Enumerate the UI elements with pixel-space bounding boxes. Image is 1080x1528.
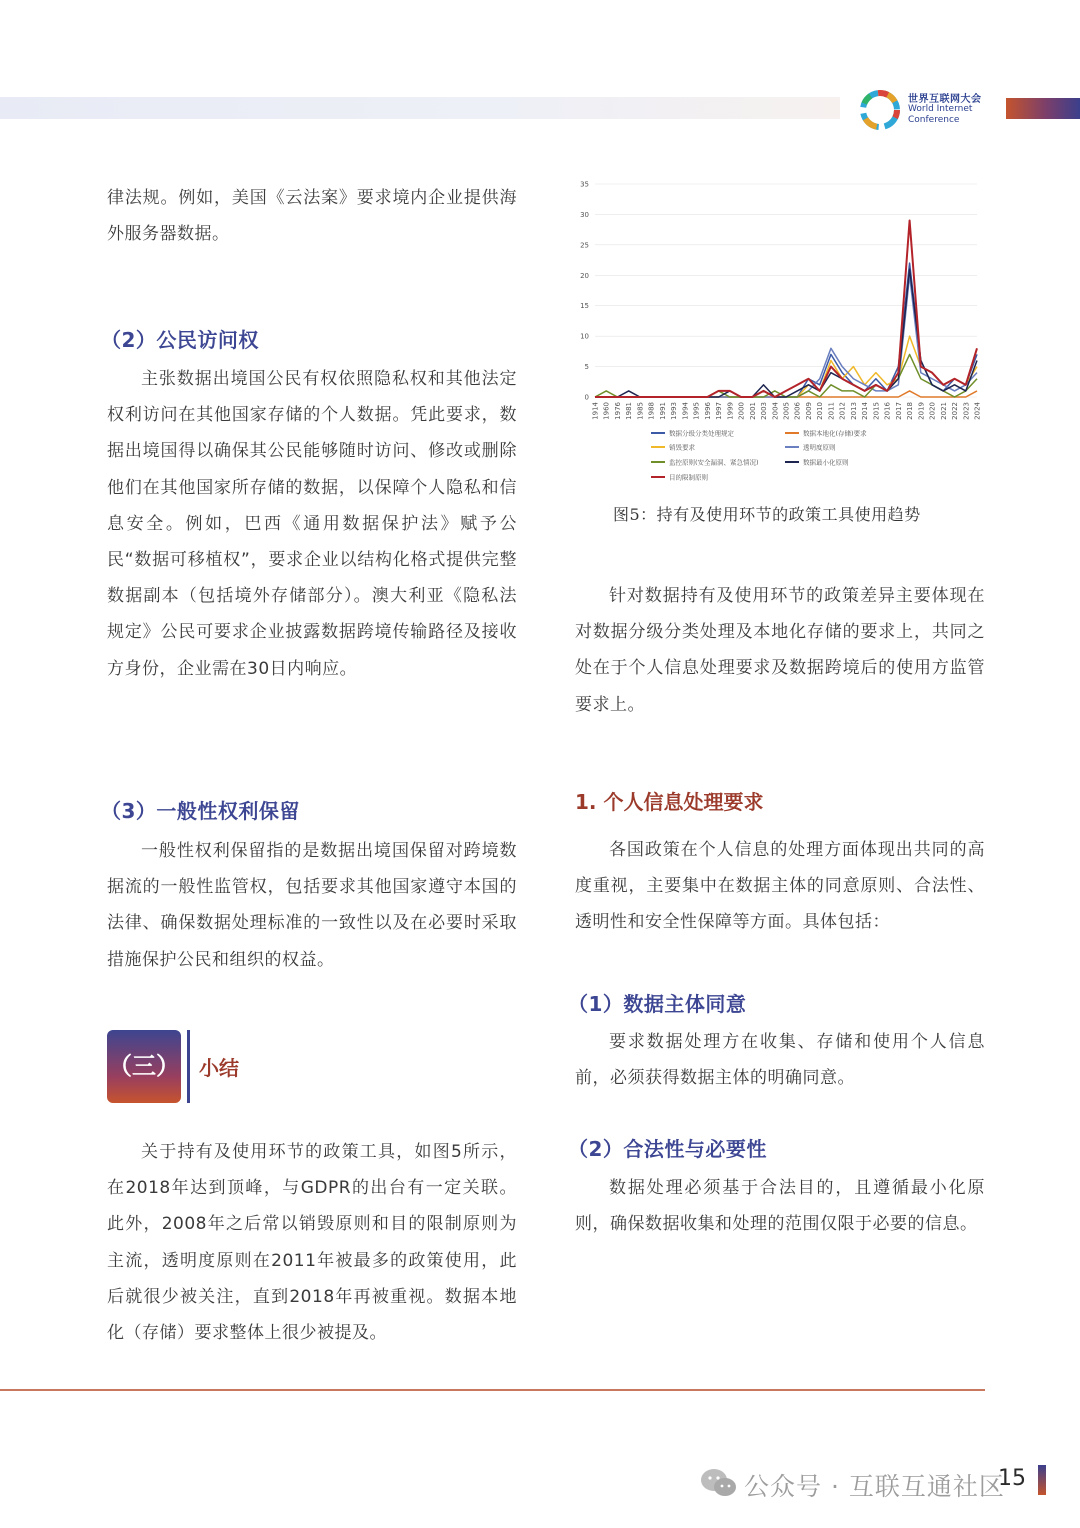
- conference-logo: [858, 86, 988, 134]
- para-policy-differences: 针对数据持有及使用环节的政策差异主要体现在对数据分级分类处理及本地化存储的要求上，共同之处在于个人信息处理要求及数据跨境后的使用方监管要求上。: [575, 586, 985, 715]
- left-general-block: [107, 833, 517, 978]
- chart-x-tick-label: 2013: [849, 402, 858, 420]
- heading-personal-info: 1. 个人信息处理要求: [575, 790, 764, 814]
- para-citizen-access: 主张数据出境国公民有权依照隐私权和其他法定权利访问在其他国家存储的个人数据。凭此要求，数据出境国得以确保其公民能够随时访问、修改或删除他们在其他国家所存储的数据，以保障个人隐私和信息安全。例如，巴西《通用数据保护法》赋予公民“数据可移植权”，要求企业以结构化格式提供完整数据副本（包括境外存储部分）。澳大利亚《隐私法规定》公民可要求企业披露数据跨境传输路径及接收方身份，企业需在30日内响应。: [107, 369, 517, 679]
- chart-x-tick-label: 1994: [681, 402, 690, 420]
- para-personal-info: 各国政策在个人信息的处理方面体现出共同的高度重视，主要集中在数据主体的同意原则、合法性、透明性和安全性保障等方面。具体包括：: [575, 840, 985, 933]
- heading-general-rights: （3）一般性权利保留: [101, 799, 300, 823]
- chart-legend-label: 监控原则(安全漏洞、紧急情况): [669, 458, 759, 467]
- right-legal-heading-block: [568, 1133, 985, 1162]
- chart-x-tick-label: 2012: [838, 402, 847, 420]
- chart-x-tick-label: 2024: [973, 402, 982, 420]
- section-title: 小结: [199, 1056, 239, 1080]
- logo-en-line1: World Internet: [908, 104, 973, 114]
- right-consent-block: [575, 1024, 985, 1096]
- header-band: [0, 97, 840, 119]
- chart-x-tick-label: 2001: [748, 402, 757, 420]
- right-consent-heading-block: [568, 988, 985, 1017]
- chart-x-tick-label: 1988: [647, 402, 656, 420]
- right-personal-heading-block: [575, 786, 985, 815]
- chart-legend-label: 透明度原则: [803, 443, 836, 452]
- chart-legend-label: 数据最小化原则: [803, 458, 849, 467]
- left-summary-block: [107, 1134, 517, 1351]
- chart-x-tick-label: 1981: [625, 402, 634, 420]
- logo-cn-text: 世界互联网大会: [908, 94, 982, 105]
- para-general-rights: 一般性权利保留指的是数据出境国保留对跨境数据流的一般性监管权，包括要求其他国家遵守本国的法律、确保数据处理标准的一致性以及在必要时采取措施保护公民和组织的权益。: [107, 841, 517, 970]
- chart-legend: [651, 429, 867, 482]
- right-personal-block: [575, 832, 985, 941]
- chart-y-tick-label: 0: [584, 393, 589, 402]
- chart-x-ticks: [592, 401, 982, 419]
- chart-legend-label: 数据分级分类处理规定: [669, 429, 734, 438]
- chart-x-tick-label: 2014: [861, 402, 870, 420]
- chart-x-tick-label: 2015: [872, 402, 881, 420]
- chart-x-tick-label: 1993: [670, 402, 679, 420]
- chart-x-tick-label: 2020: [928, 402, 937, 420]
- wechat-icon: [700, 1467, 738, 1499]
- chart-x-tick-label: 1914: [591, 402, 600, 420]
- chart-x-tick-label: 2019: [917, 402, 926, 420]
- left-intro-block: [107, 180, 517, 252]
- para-summary: 关于持有及使用环节的政策工具，如图5所示，在2018年达到顶峰，与GDPR的出台有一定关联。此外，2008年之后常以销毁原则和目的限制原则为主流，透明度原则在2011年被最多的政策使用，此后就很少被关注，直到2018年再被重视。数据本地化（存储）要求整体上很少被提及。: [107, 1142, 517, 1344]
- chart-y-tick-label: 20: [580, 271, 589, 280]
- chart-legend-label: 数据本地化(存储)要求: [803, 429, 867, 438]
- chart-x-tick-label: 2010: [816, 402, 825, 420]
- left-access-block: [107, 361, 517, 687]
- logo-en-text: [908, 104, 972, 126]
- chart-legend-label: 销毁要求: [669, 443, 695, 452]
- chart-x-tick-label: 2017: [894, 402, 903, 420]
- chart-x-tick-label: 1976: [613, 402, 622, 420]
- chart-x-tick-label: 2021: [939, 402, 948, 420]
- chart-x-tick-label: 1999: [726, 402, 735, 420]
- chart-x-tick-label: 2023: [962, 402, 971, 420]
- section-bar: [187, 1030, 190, 1103]
- chart-x-tick-label: 2018: [906, 402, 915, 420]
- chart-x-tick-label: 1960: [602, 402, 611, 420]
- chart-y-tick-label: 35: [580, 180, 589, 189]
- chart-x-tick-label: 1985: [636, 402, 645, 420]
- logo-en-line2: Conference: [908, 115, 960, 125]
- chart-y-ticks: [580, 181, 589, 402]
- chart-y-tick-label: 5: [584, 363, 589, 372]
- para-intro: 律法规。例如，美国《云法案》要求境内企业提供海外服务器数据。: [107, 188, 517, 245]
- left-access-heading-block: [101, 324, 513, 353]
- heading-citizen-access: （2）公民访问权: [101, 328, 259, 352]
- chart-series-line: [595, 221, 977, 397]
- watermark-text: 公众号 · 互联互通社区: [744, 1472, 1005, 1501]
- chart-x-tick-label: 2000: [737, 402, 746, 420]
- chart-x-tick-label: 2016: [883, 402, 892, 420]
- footer-divider: [0, 1389, 985, 1391]
- right-legal-block: [575, 1170, 985, 1242]
- heading-subject-consent: （1）数据主体同意: [568, 992, 747, 1016]
- chart-y-tick-label: 10: [580, 332, 589, 341]
- chart-y-tick-label: 30: [580, 210, 589, 219]
- chart-y-tick-label: 15: [580, 302, 589, 311]
- chart-x-tick-label: 2006: [793, 402, 802, 420]
- chart-legend-label: 目的限制原则: [669, 473, 708, 482]
- left-general-heading-block: [101, 795, 513, 824]
- chart-x-tick-label: 2003: [760, 402, 769, 420]
- para-subject-consent: 要求数据处理方在收集、存储和使用个人信息前，必须获得数据主体的明确同意。: [575, 1032, 985, 1089]
- chart-series-lines: [595, 221, 977, 397]
- chart-x-tick-label: 2011: [827, 402, 836, 420]
- page-number-mark: [1038, 1465, 1046, 1495]
- chart-x-tick-label: 1991: [658, 402, 667, 420]
- para-legality-necessity: 数据处理必须基于合法目的，且遵循最小化原则，确保数据收集和处理的范围仅限于必要的信息。: [575, 1178, 985, 1235]
- chart-x-tick-label: 2004: [771, 402, 780, 420]
- chart-x-tick-label: 2022: [951, 402, 960, 420]
- corner-tab: [1006, 98, 1080, 119]
- section-badge: （三）: [107, 1030, 181, 1103]
- chart-x-tick-label: 2005: [782, 402, 791, 420]
- conference-logo-icon: [858, 86, 904, 134]
- chart-x-tick-label: 2009: [804, 402, 813, 420]
- chart-x-tick-label: 1997: [715, 402, 724, 420]
- chart-x-tick-label: 1996: [703, 402, 712, 420]
- heading-legality-necessity: （2）合法性与必要性: [568, 1137, 767, 1161]
- figure-caption: 图5：持有及使用环节的政策工具使用趋势: [613, 505, 921, 524]
- page-number: 15: [998, 1466, 1026, 1491]
- right-diff-block: [575, 578, 985, 723]
- policy-tools-trend-chart: [575, 172, 985, 490]
- chart-y-tick-label: 25: [580, 241, 589, 250]
- chart-x-tick-label: 1995: [692, 402, 701, 420]
